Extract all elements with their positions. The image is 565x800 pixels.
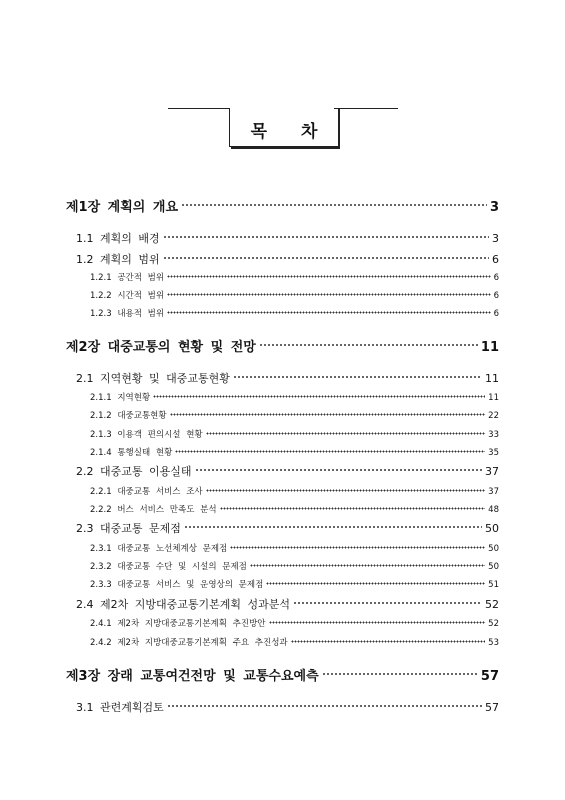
leader-dots (220, 507, 486, 510)
toc-page-number: 11 (485, 372, 499, 385)
leader-dots (233, 375, 482, 379)
toc-sub-2-1-1[interactable] (90, 391, 499, 403)
toc-sub-2-4-1[interactable] (90, 617, 499, 629)
leader-dots (291, 640, 486, 643)
toc-page-number: 3 (492, 232, 499, 245)
leader-dots (167, 293, 490, 296)
toc-sub-1-2-3[interactable] (90, 307, 499, 319)
toc-sub-2-2-1[interactable] (90, 485, 499, 497)
toc-label: 2.1.4 통행실태 현황 (90, 448, 173, 458)
toc-section-1-2[interactable] (76, 251, 499, 267)
toc-label: 1.1 계획의 배경 (76, 232, 160, 245)
leader-dots (250, 564, 485, 567)
toc-label: 2.3.2 대중교통 수단 및 시설의 문제점 (90, 562, 247, 572)
toc-section-1-1[interactable] (76, 230, 499, 246)
toc-label: 2.4.2 제2차 지방대중교통기본계획 주요 추진성과 (90, 638, 288, 648)
toc-label: 1.2 계획의 범위 (76, 253, 160, 266)
page-title: 목 차 (250, 122, 332, 142)
toc-page-number: 48 (488, 505, 499, 515)
toc-chapter-3[interactable] (66, 665, 499, 684)
toc-sub-1-2-2[interactable] (90, 289, 499, 301)
toc-section-2-1[interactable] (76, 370, 499, 386)
leader-dots (170, 413, 486, 416)
toc-page-number: 37 (488, 487, 499, 497)
leader-dots (266, 582, 485, 585)
leader-dots (163, 256, 489, 260)
toc-sub-2-3-2[interactable] (90, 560, 499, 572)
toc-page-number: 50 (488, 544, 499, 554)
toc-page-number: 50 (488, 562, 499, 572)
title-rule-left (168, 108, 230, 109)
toc-label: 제1장 계획의 개요 (66, 200, 179, 215)
toc-chapter-1[interactable] (66, 196, 499, 215)
title-box (229, 108, 338, 147)
toc-page-number: 52 (488, 619, 499, 629)
toc-page-number: 6 (493, 291, 499, 301)
leader-dots (293, 601, 482, 605)
leader-dots (167, 275, 490, 278)
toc-label: 1.2.2 시간적 범위 (90, 291, 165, 301)
toc-page-number: 6 (493, 273, 499, 283)
toc-page-number: 51 (488, 580, 499, 590)
toc-sub-2-4-2[interactable] (90, 636, 499, 648)
toc-page-number: 50 (485, 522, 499, 535)
toc-page-number: 22 (488, 411, 499, 421)
toc-sub-2-3-1[interactable] (90, 542, 499, 554)
toc-label: 3.1 관련계획검토 (76, 701, 164, 714)
toc-page-number: 37 (485, 465, 499, 478)
toc-sub-2-2-2[interactable] (90, 503, 499, 515)
toc-page-number: 11 (480, 340, 499, 355)
toc-label: 2.2.2 버스 서비스 만족도 분석 (90, 505, 217, 515)
toc-page-number: 6 (492, 253, 499, 266)
toc-section-2-3[interactable] (76, 520, 499, 536)
leader-dots (269, 621, 486, 624)
leader-dots (322, 672, 478, 676)
leader-dots (153, 395, 485, 398)
toc-label: 2.2 대중교통 이용실태 (76, 465, 192, 478)
toc-page-number: 33 (488, 430, 499, 440)
title-rule-right (334, 108, 398, 109)
leader-dots (195, 468, 483, 472)
toc-label: 2.1.3 이용객 편의시설 현황 (90, 430, 203, 440)
leader-dots (167, 311, 490, 314)
toc-chapter-2[interactable] (66, 336, 499, 355)
toc-page-number: 3 (489, 200, 499, 215)
toc-label: 2.3.1 대중교통 노선체계상 문제점 (90, 544, 228, 554)
toc-section-2-2[interactable] (76, 463, 499, 479)
toc-label: 제3장 장래 교통여건전망 및 교통수요예측 (66, 669, 319, 684)
toc-label: 1.2.3 내용적 범위 (90, 309, 165, 319)
toc-label: 1.2.1 공간적 범위 (90, 273, 165, 283)
toc-page-number: 11 (488, 393, 499, 403)
leader-dots (230, 546, 485, 549)
toc-label: 2.3 대중교통 문제점 (76, 522, 181, 535)
leader-dots (163, 235, 489, 239)
leader-dots (181, 203, 487, 207)
toc-sub-2-1-2[interactable] (90, 409, 499, 421)
toc-label: 2.1 지역현황 및 대중교통현황 (76, 372, 230, 385)
toc-sub-2-1-4[interactable] (90, 446, 499, 458)
toc-label: 2.2.1 대중교통 서비스 조사 (90, 487, 203, 497)
leader-dots (175, 450, 485, 453)
toc-page-number: 52 (485, 598, 499, 611)
toc-page-number: 53 (488, 638, 499, 648)
toc-label: 제2장 대중교통의 현황 및 전망 (66, 340, 256, 355)
toc-sub-2-3-3[interactable] (90, 578, 499, 590)
toc-label: 2.1.1 지역현황 (90, 393, 151, 403)
toc-label: 2.1.2 대중교통현황 (90, 411, 167, 421)
toc-sub-2-1-3[interactable] (90, 428, 499, 440)
toc-page-number: 57 (480, 669, 499, 684)
toc-page-number: 57 (485, 701, 499, 714)
toc-section-2-4[interactable] (76, 596, 499, 612)
toc-page-number: 6 (493, 309, 499, 319)
toc-label: 2.4.1 제2차 지방대중교통기본계획 추진방안 (90, 619, 266, 629)
leader-dots (167, 704, 482, 708)
leader-dots (259, 343, 478, 347)
leader-dots (206, 489, 486, 492)
toc-page-number: 35 (488, 448, 499, 458)
toc-sub-1-2-1[interactable] (90, 271, 499, 283)
toc-label: 2.3.3 대중교통 서비스 및 운영상의 문제점 (90, 580, 264, 590)
toc-label: 2.4 제2차 지방대중교통기본계획 성과분석 (76, 598, 290, 611)
toc-section-3-1[interactable] (76, 699, 499, 715)
leader-dots (184, 525, 482, 529)
leader-dots (206, 432, 486, 435)
